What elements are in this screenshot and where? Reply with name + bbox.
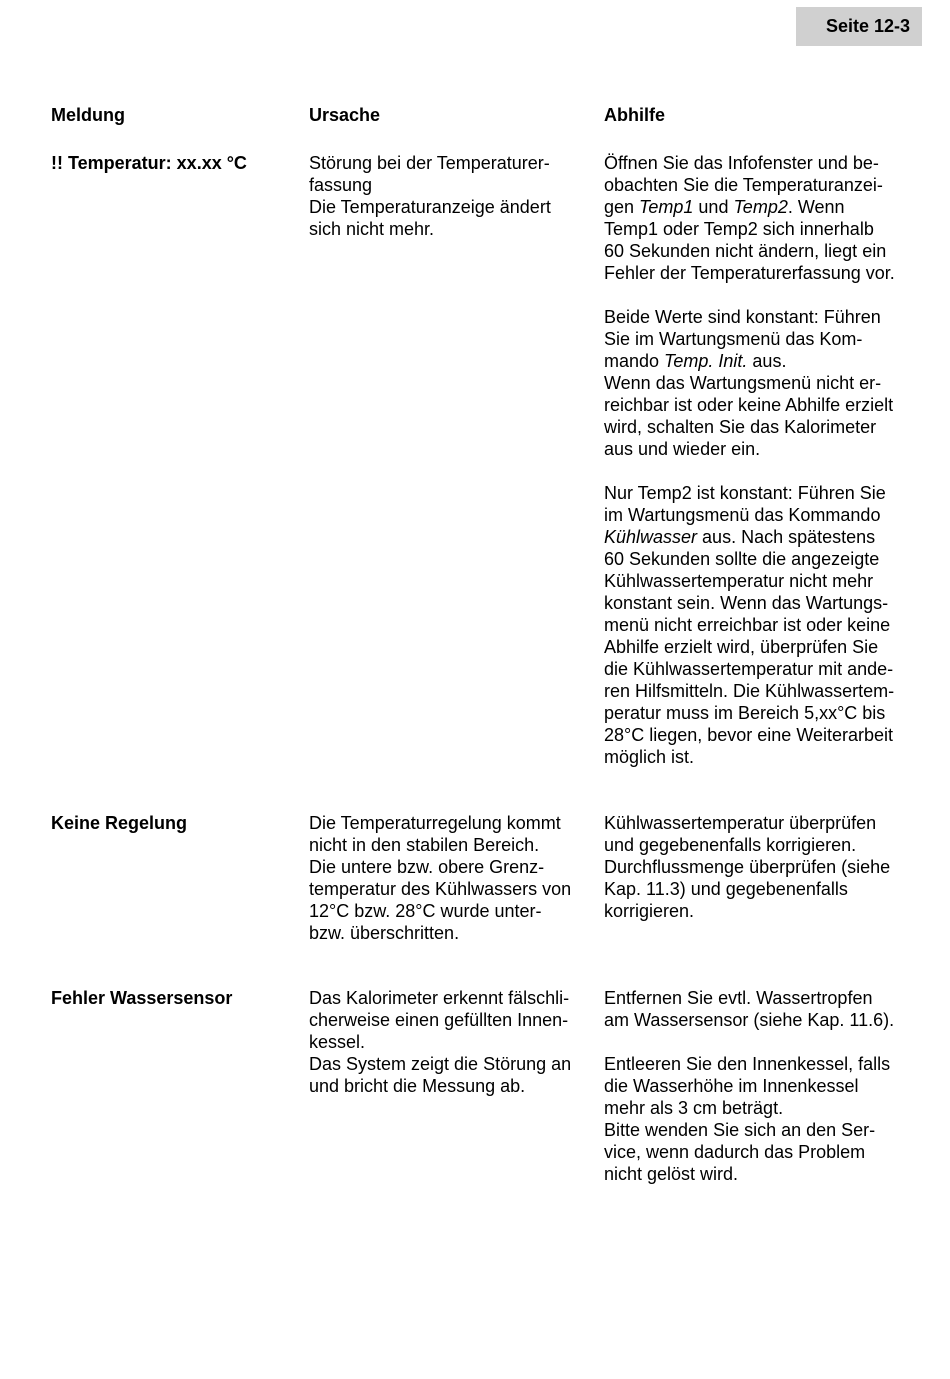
row-1-remedy-block-1 — [604, 152, 895, 284]
remedy-line: Öffnen Sie das Infofenster und be- — [604, 153, 879, 173]
remedy-line: Wenn das Wartungsmenü nicht er- — [604, 373, 882, 393]
remedy-line: Kühlwassertemperatur nicht mehr — [604, 571, 874, 591]
remedy-line — [604, 196, 895, 218]
remedy-line: mehr als 3 cm beträgt. — [604, 1098, 784, 1118]
row-1-remedy-block-2 — [604, 306, 893, 460]
row-3-message: Fehler Wassersensor — [51, 988, 233, 1008]
remedy-line: Entleeren Sie den Innenkessel, falls — [604, 1054, 891, 1074]
remedy-text: und — [693, 197, 734, 217]
remedy-line: 60 Sekunden sollte die angezeigte — [604, 549, 880, 569]
row-3-cause — [309, 987, 571, 1097]
row-2-cause — [309, 812, 571, 944]
remedy-line: nicht gelöst wird. — [604, 1164, 739, 1184]
row-2-cause-line: temperatur des Kühlwassers von — [309, 879, 572, 899]
remedy-line: im Wartungsmenü das Kommando — [604, 505, 881, 525]
row-2-cause-line: bzw. überschritten. — [309, 923, 460, 943]
remedy-text: aus. — [747, 351, 787, 371]
remedy-line: Abhilfe erzielt wird, überprüfen Sie — [604, 637, 879, 657]
remedy-line: reichbar ist oder keine Abhilfe erzielt — [604, 395, 894, 415]
remedy-line: Kühlwassertemperatur überprüfen — [604, 813, 877, 833]
row-3-cause-line: cherweise einen gefüllten Innen- — [309, 1010, 569, 1030]
row-1-remedy-block-3 — [604, 482, 894, 768]
remedy-text: aus. Nach spätestens — [697, 527, 876, 547]
remedy-line: aus und wieder ein. — [604, 439, 761, 459]
remedy-term-kuehlwasser: Kühlwasser — [604, 527, 698, 547]
remedy-line: die Wasserhöhe im Innenkessel — [604, 1076, 859, 1096]
remedy-line: wird, schalten Sie das Kalorimeter — [604, 417, 877, 437]
remedy-line: vice, wenn dadurch das Problem — [604, 1142, 866, 1162]
remedy-line: 60 Sekunden nicht ändern, liegt ein — [604, 241, 887, 261]
column-header-remedy: Abhilfe — [604, 105, 665, 125]
remedy-line — [604, 526, 894, 548]
row-2-cause-line: nicht in den stabilen Bereich. — [309, 835, 540, 855]
remedy-line: peratur muss im Bereich 5,xx°C bis — [604, 703, 886, 723]
remedy-line: und gegebenenfalls korrigieren. — [604, 835, 857, 855]
remedy-line: Fehler der Temperaturerfassung vor. — [604, 263, 895, 283]
row-3-cause-line: Das System zeigt die Störung an — [309, 1054, 572, 1074]
remedy-line: 28°C liegen, bevor eine Weiterarbeit — [604, 725, 894, 745]
remedy-line: Entfernen Sie evtl. Wassertropfen — [604, 988, 873, 1008]
remedy-text: mando — [604, 351, 665, 371]
row-3-cause-line: und bricht die Messung ab. — [309, 1076, 526, 1096]
remedy-text: . Wenn — [787, 197, 845, 217]
row-3-cause-line: kessel. — [309, 1032, 366, 1052]
row-3-remedy-block-2 — [604, 1053, 890, 1185]
row-2-cause-line: Die Temperaturregelung kommt — [309, 813, 561, 833]
remedy-line: ren Hilfsmitteln. Die Kühlwassertem- — [604, 681, 895, 701]
row-1-message: !! Temperatur: xx.xx °C — [51, 153, 247, 173]
remedy-line: möglich ist. — [604, 747, 695, 767]
row-1-cause — [309, 152, 551, 240]
row-2-cause-line: Die untere bzw. obere Grenz- — [309, 857, 545, 877]
remedy-line: Beide Werte sind konstant: Führen — [604, 307, 881, 327]
remedy-line: Bitte wenden Sie sich an den Ser- — [604, 1120, 876, 1140]
remedy-line: obachten Sie die Temperaturanzei- — [604, 175, 883, 195]
remedy-line: Nur Temp2 ist konstant: Führen Sie — [604, 483, 886, 503]
row-3-cause-line: Das Kalorimeter erkennt fälschli- — [309, 988, 570, 1008]
remedy-line: Durchflussmenge überprüfen (siehe — [604, 857, 891, 877]
remedy-term-temp2: Temp2 — [733, 197, 788, 217]
page-number-badge: Seite 12-3 — [796, 7, 922, 46]
row-1-cause-line: Störung bei der Temperaturer- — [309, 153, 550, 173]
remedy-line: am Wassersensor (siehe Kap. 11.6). — [604, 1010, 895, 1030]
row-3-remedy-block-1 — [604, 987, 894, 1031]
row-2-message: Keine Regelung — [51, 813, 188, 833]
remedy-line: Kap. 11.3) und gegebenenfalls — [604, 879, 848, 899]
row-1-cause-line: fassung — [309, 175, 373, 195]
remedy-text: gen — [604, 197, 640, 217]
remedy-line: Temp1 oder Temp2 sich innerhalb — [604, 219, 874, 239]
row-1-cause-line: sich nicht mehr. — [309, 219, 435, 239]
row-2-cause-line: 12°C bzw. 28°C wurde unter- — [309, 901, 542, 921]
remedy-line: menü nicht erreichbar ist oder keine — [604, 615, 891, 635]
remedy-line: die Kühlwassertemperatur mit ande- — [604, 659, 894, 679]
remedy-line: Sie im Wartungsmenü das Kom- — [604, 329, 863, 349]
remedy-term-temp-init: Temp. Init. — [664, 351, 748, 371]
remedy-line — [604, 350, 893, 372]
remedy-term-temp1: Temp1 — [639, 197, 694, 217]
column-header-message: Meldung — [51, 105, 125, 125]
remedy-line: konstant sein. Wenn das Wartungs- — [604, 593, 889, 613]
column-header-cause: Ursache — [309, 105, 381, 125]
row-2-remedy — [604, 812, 890, 922]
remedy-line: korrigieren. — [604, 901, 695, 921]
row-1-cause-line: Die Temperaturanzeige ändert — [309, 197, 551, 217]
